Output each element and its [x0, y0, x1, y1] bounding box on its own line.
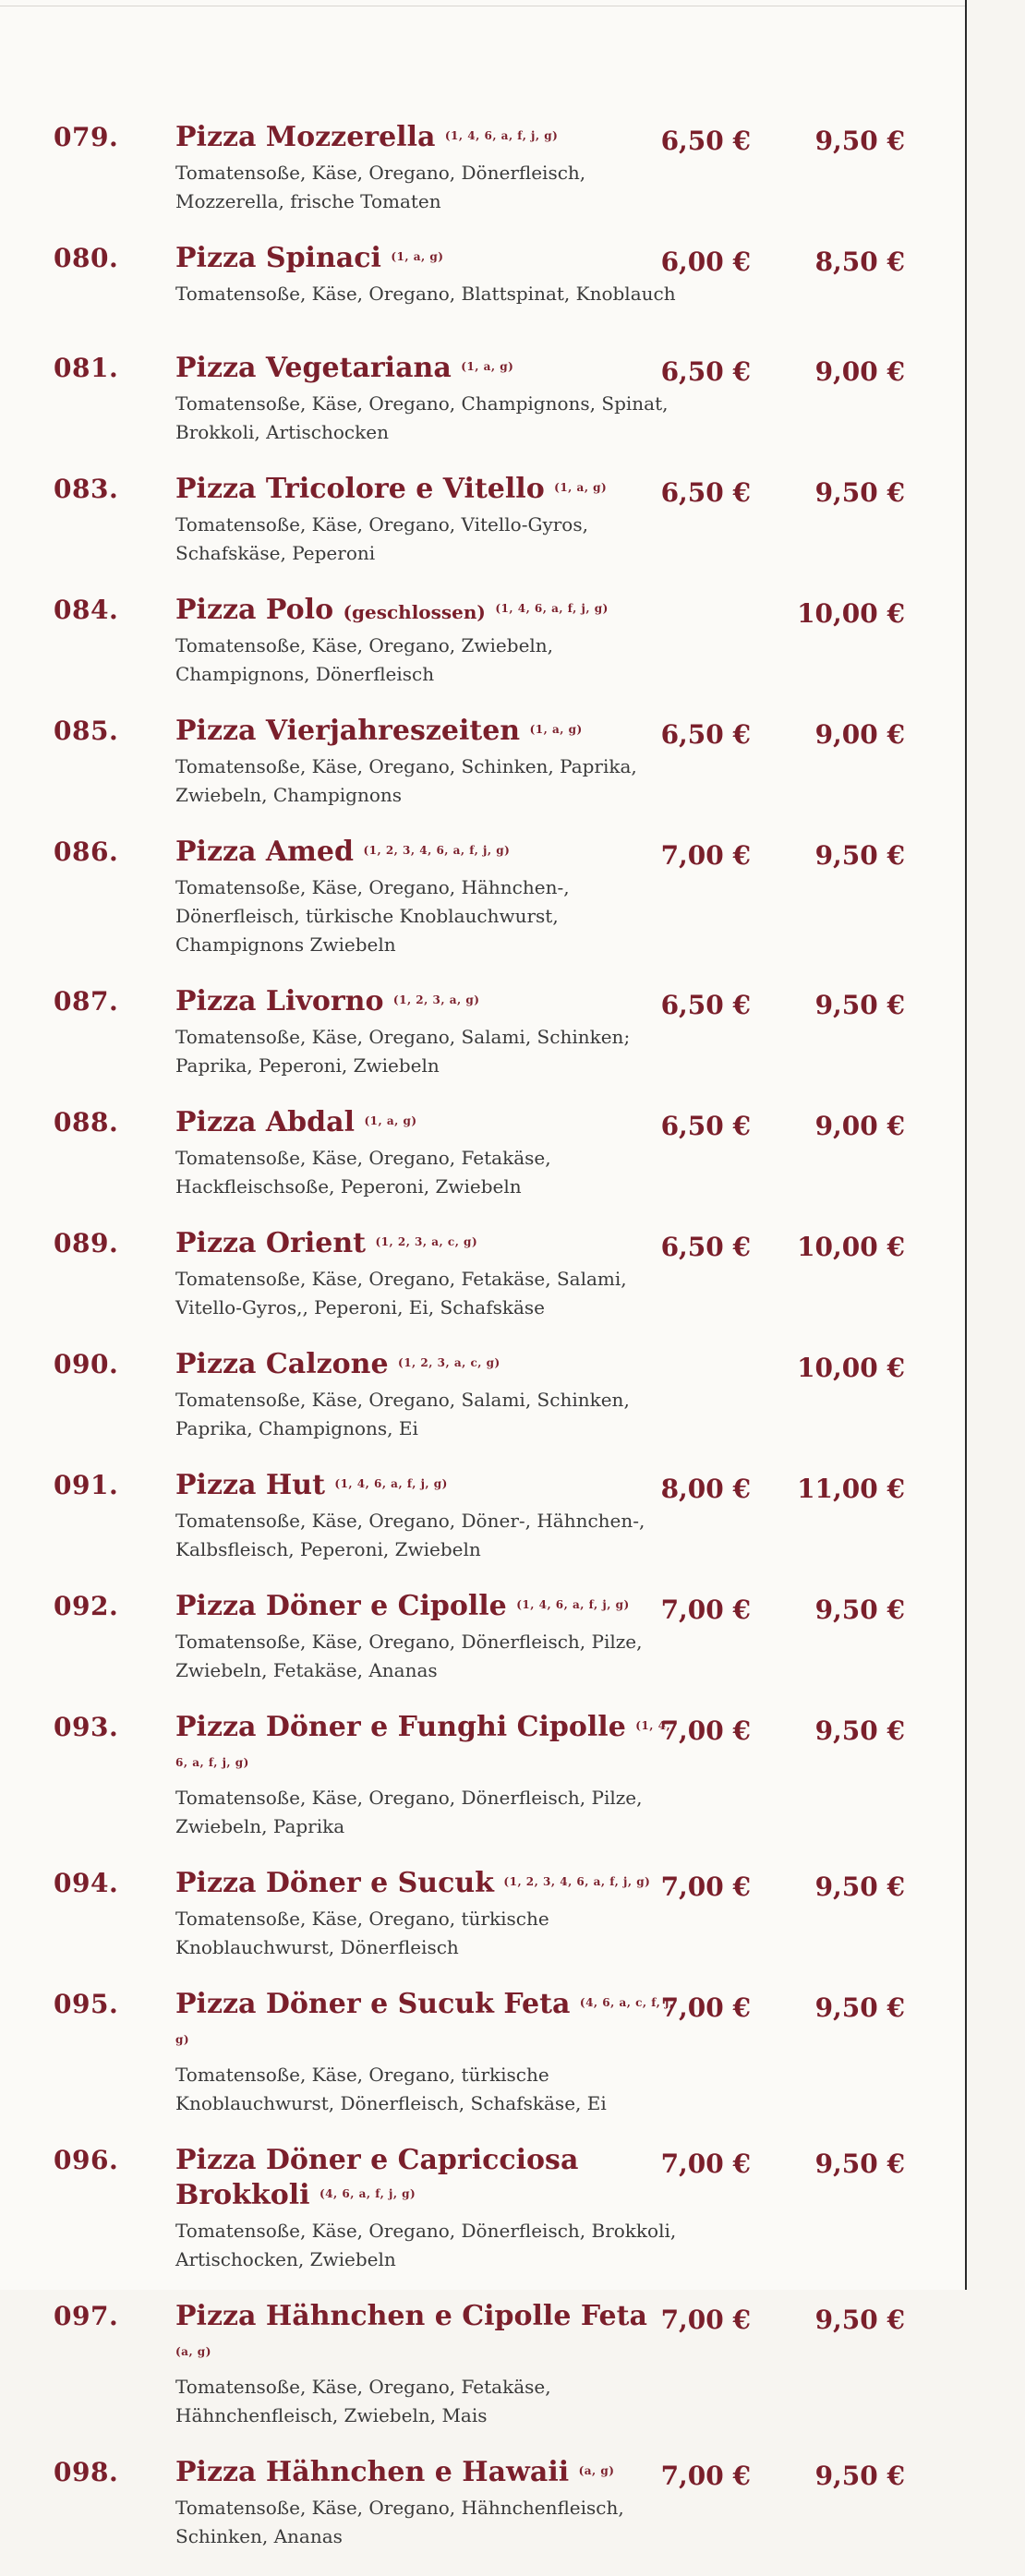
item-title: Pizza Döner e Cipolle	[175, 1590, 507, 1622]
item-description: Tomatensoße, Käse, Oregano, türkische Knoblauchwurst, Dönerfleisch	[175, 1908, 549, 1958]
item-number: 095.	[54, 1989, 119, 2019]
item-description: Tomatensoße, Käse, Oregano, Zwiebeln, Champignons, Dönerfleisch	[175, 634, 554, 685]
item-name	[175, 1347, 674, 1384]
item-name	[175, 2455, 674, 2492]
price-large: 9,50 €	[814, 2305, 905, 2335]
item-name	[175, 1226, 674, 1263]
item-name	[175, 1987, 674, 2059]
price-large: 11,00 €	[797, 1474, 905, 1504]
menu-item	[0, 120, 965, 216]
item-number: 083.	[54, 474, 119, 504]
price-large: 10,00 €	[797, 598, 905, 629]
price-large: 10,00 €	[797, 1232, 905, 1262]
item-number: 089.	[54, 1228, 119, 1258]
item-allergens: (1, 2, 3, a, c, g)	[398, 1356, 500, 1369]
menu-item	[0, 1347, 965, 1443]
item-name	[175, 472, 674, 509]
price-small: 6,50 €	[660, 1111, 751, 1141]
item-description: Tomatensoße, Käse, Oregano, Vitello-Gyros, Schafskäse, Peperoni	[175, 513, 588, 564]
item-title: Pizza Calzone	[175, 1348, 389, 1380]
price-small: 6,50 €	[660, 126, 751, 156]
item-name	[175, 714, 674, 751]
item-description: Tomatensoße, Käse, Oregano, Salami, Schinken; Paprika, Peperoni, Zwiebeln	[175, 1026, 631, 1077]
item-name	[175, 984, 674, 1021]
item-name	[175, 1468, 674, 1505]
item-title: Pizza Spinaci	[175, 242, 381, 274]
item-title: Pizza Abdal	[175, 1106, 355, 1138]
item-allergens: (1, 2, 3, a, g)	[392, 993, 480, 1006]
menu-item	[0, 351, 965, 447]
price-large: 9,50 €	[814, 990, 905, 1020]
price-large: 9,50 €	[814, 1992, 905, 2023]
price-large: 9,50 €	[814, 126, 905, 156]
menu-item	[0, 1589, 965, 1685]
price-small: 7,00 €	[660, 840, 751, 871]
item-allergens: (1, 4, 6, a, f, j, g)	[334, 1477, 448, 1490]
item-title: Pizza Hähnchen e Hawaii	[175, 2456, 570, 2488]
price-small: 6,50 €	[660, 990, 751, 1020]
item-allergens: (1, 4, 6, a, f, j, g)	[516, 1598, 630, 1611]
item-title: Pizza Polo	[175, 594, 334, 626]
item-number: 091.	[54, 1470, 119, 1500]
item-description: Tomatensoße, Käse, Oregano, Schinken, Paprika, Zwiebeln, Champignons	[175, 755, 637, 806]
item-title: Pizza Amed	[175, 836, 354, 868]
price-small: 7,00 €	[660, 1992, 751, 2023]
item-name	[175, 835, 674, 872]
price-small: 6,00 €	[660, 247, 751, 277]
item-number: 088.	[54, 1107, 119, 1138]
item-title: Pizza Vierjahreszeiten	[175, 715, 521, 747]
price-small: 7,00 €	[660, 2305, 751, 2335]
item-name	[175, 2143, 674, 2215]
item-number: 084.	[54, 595, 119, 625]
item-allergens: (a, g)	[175, 2345, 211, 2358]
menu-item	[0, 2455, 965, 2551]
item-title: Pizza Hähnchen e Cipolle Feta	[175, 2300, 647, 2332]
price-small: 6,50 €	[660, 1232, 751, 1262]
price-large: 9,50 €	[814, 1872, 905, 1902]
item-description: Tomatensoße, Käse, Oregano, Champignons, Spinat, Brokkoli, Artischocken	[175, 392, 669, 443]
item-number: 096.	[54, 2145, 119, 2175]
item-title: Pizza Döner e Sucuk Feta	[175, 1988, 571, 2020]
item-title: Pizza Vegetariana	[175, 352, 452, 384]
item-description: Tomatensoße, Käse, Oregano, Dönerfleisch, Pilze, Zwiebeln, Paprika	[175, 1787, 643, 1837]
price-small: 7,00 €	[660, 1715, 751, 1746]
price-large: 9,50 €	[814, 1715, 905, 1746]
item-number: 098.	[54, 2457, 119, 2487]
item-allergens: (1, 4, 6, a, f, j, g)	[495, 602, 609, 615]
price-large: 9,00 €	[814, 1111, 905, 1141]
item-allergens: (1, a, g)	[461, 360, 514, 373]
item-name	[175, 120, 674, 157]
price-large: 9,50 €	[814, 2149, 905, 2179]
price-large: 9,50 €	[814, 477, 905, 508]
item-number: 087.	[54, 986, 119, 1017]
price-small: 7,00 €	[660, 1872, 751, 1902]
menu-item	[0, 2299, 965, 2430]
item-allergens: (4, 6, a, f, j, g)	[320, 2187, 416, 2200]
item-name	[175, 1105, 674, 1142]
item-title: Pizza Orient	[175, 1227, 367, 1259]
item-number: 093.	[54, 1712, 119, 1742]
menu-item	[0, 1105, 965, 1201]
item-allergens: (1, a, g)	[554, 481, 608, 494]
item-title: Pizza Tricolore e Vitello	[175, 473, 545, 505]
price-large: 9,50 €	[814, 2461, 905, 2491]
price-large: 9,00 €	[814, 356, 905, 387]
price-large: 10,00 €	[797, 1353, 905, 1383]
item-allergens: (4, 6, a, c, f, j, g)	[175, 1996, 674, 2046]
menu-item	[0, 714, 965, 810]
price-small: 6,50 €	[660, 477, 751, 508]
menu-item	[0, 1226, 965, 1322]
price-large: 9,00 €	[814, 719, 905, 750]
item-description: Tomatensoße, Käse, Oregano, Hähnchenfleisch, Schinken, Ananas	[175, 2497, 624, 2547]
item-name	[175, 593, 674, 630]
item-description: Tomatensoße, Käse, Oregano, Salami, Schinken, Paprika, Champignons, Ei	[175, 1389, 630, 1439]
item-number: 090.	[54, 1349, 119, 1379]
menu-item	[0, 593, 965, 689]
item-name	[175, 351, 674, 388]
item-title: Pizza Hut	[175, 1469, 325, 1501]
item-allergens: (1, 2, 3, 4, 6, a, f, j, g)	[363, 844, 511, 857]
item-description: Tomatensoße, Käse, Oregano, Dönerfleisch, Pilze, Zwiebeln, Fetakäse, Ananas	[175, 1631, 643, 1681]
item-description: Tomatensoße, Käse, Oregano, Dönerfleisch, Brokkoli, Artischocken, Zwiebeln	[175, 2220, 677, 2270]
item-number: 079.	[54, 122, 119, 152]
item-description: Tomatensoße, Käse, Oregano, Döner-, Hähnchen-, Kalbsfleisch, Peperoni, Zwiebeln	[175, 1510, 645, 1560]
item-description: Tomatensoße, Käse, Oregano, Fetakäse, Hähnchenfleisch, Zwiebeln, Mais	[175, 2376, 551, 2426]
item-number: 086.	[54, 837, 119, 867]
item-name	[175, 241, 674, 278]
item-description: Tomatensoße, Käse, Oregano, Dönerfleisch, Mozzerella, frische Tomaten	[175, 162, 586, 212]
item-name	[175, 1710, 674, 1782]
menu-item	[0, 1468, 965, 1564]
item-allergens: (1, 4, 6, a, f, j, g)	[444, 129, 559, 142]
item-name	[175, 2299, 674, 2371]
item-allergens: (1, 2, 3, 4, 6, a, f, j, g)	[503, 1875, 651, 1888]
price-small: 7,00 €	[660, 2149, 751, 2179]
menu-item	[0, 835, 965, 959]
menu-item	[0, 984, 965, 1080]
item-allergens: (1, a, g)	[529, 723, 583, 736]
price-large: 9,50 €	[814, 840, 905, 871]
item-number: 080.	[54, 243, 119, 273]
price-small: 7,00 €	[660, 1595, 751, 1625]
menu-item	[0, 241, 965, 326]
item-description: Tomatensoße, Käse, Oregano, Fetakäse, Hackfleischsoße, Peperoni, Zwiebeln	[175, 1147, 551, 1198]
item-number: 092.	[54, 1591, 119, 1621]
item-name	[175, 1589, 674, 1626]
menu-item	[0, 1866, 965, 1962]
item-number: 081.	[54, 353, 119, 383]
item-allergens: (1, a, g)	[391, 250, 444, 263]
price-small: 7,00 €	[660, 2461, 751, 2491]
item-number: 094.	[54, 1868, 119, 1898]
price-large: 8,50 €	[814, 247, 905, 277]
item-name	[175, 1866, 674, 1903]
item-allergens: (1, 4, 6, a, f, j, g)	[175, 1719, 671, 1769]
item-number: 097.	[54, 2301, 119, 2331]
item-description: Tomatensoße, Käse, Oregano, Blattspinat, Knoblauch	[175, 283, 676, 305]
item-allergens: (a, g)	[578, 2464, 615, 2477]
item-description: Tomatensoße, Käse, Oregano, Fetakäse, Salami, Vitello-Gyros,, Peperoni, Ei, Schafskäse	[175, 1268, 627, 1318]
item-number: 085.	[54, 716, 119, 746]
item-title: Pizza Döner e Sucuk	[175, 1867, 494, 1899]
item-title: Pizza Mozzerella	[175, 121, 436, 153]
menu-item	[0, 472, 965, 568]
item-title: Pizza Döner e Funghi Cipolle	[175, 1711, 626, 1743]
item-title: Pizza Döner e Capricciosa Brokkoli	[175, 2144, 579, 2211]
item-description: Tomatensoße, Käse, Oregano, Hähnchen-, Dönerfleisch, türkische Knoblauchwurst, Champignons Zwiebeln	[175, 876, 570, 956]
item-title: Pizza Livorno	[175, 985, 384, 1017]
menu-item	[0, 1987, 965, 2118]
item-allergens: (1, a, g)	[364, 1114, 417, 1127]
price-small: 8,00 €	[660, 1474, 751, 1504]
menu-item	[0, 1710, 965, 1841]
price-small: 6,50 €	[660, 356, 751, 387]
pizza-menu-list	[0, 120, 965, 2576]
item-allergens: (1, 2, 3, a, c, g)	[375, 1235, 478, 1248]
price-small: 6,50 €	[660, 719, 751, 750]
menu-item	[0, 2143, 965, 2274]
item-name-suffix: (geschlossen)	[343, 601, 486, 623]
item-description: Tomatensoße, Käse, Oregano, türkische Knoblauchwurst, Dönerfleisch, Schafskäse, Ei	[175, 2064, 607, 2114]
price-large: 9,50 €	[814, 1595, 905, 1625]
